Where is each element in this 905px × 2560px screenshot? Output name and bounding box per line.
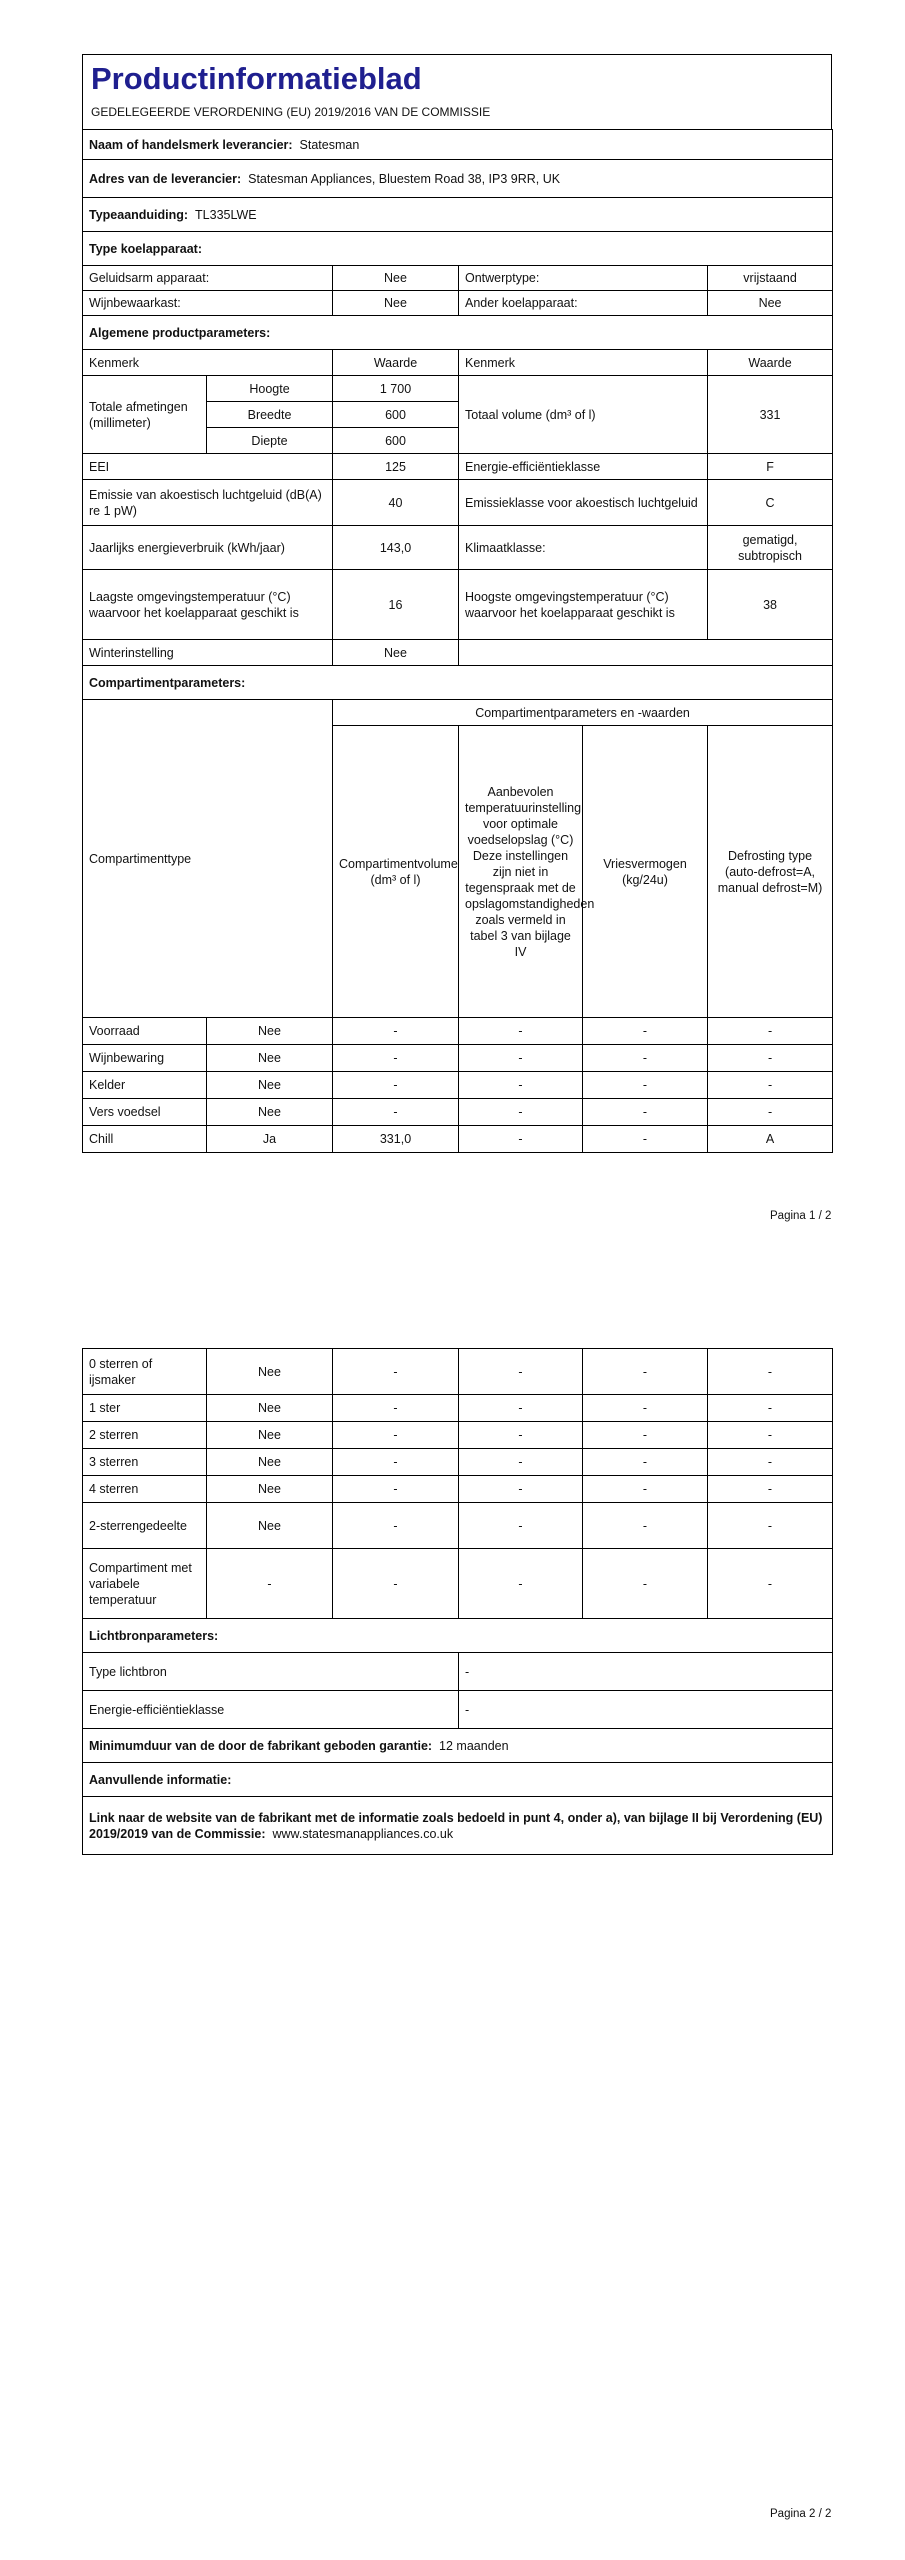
compartment-row: [83, 1395, 833, 1422]
type-value: vrijstaand: [708, 266, 833, 291]
compartment-volume: -: [333, 1099, 459, 1126]
dim-width-label: Breedte: [207, 402, 333, 428]
noise-class-value: C: [708, 480, 833, 526]
info-table-continued: [82, 1348, 833, 1855]
col-kenmerk: Kenmerk: [83, 350, 333, 376]
compartment-volume: -: [333, 1549, 459, 1619]
compartment-present: Nee: [207, 1099, 333, 1126]
page-number: Pagina 2 / 2: [770, 2508, 832, 2520]
compartment-defrost: -: [708, 1422, 833, 1449]
type-value: Nee: [708, 291, 833, 316]
compartment-present: Nee: [207, 1072, 333, 1099]
type-label: Type koelapparaat:: [83, 232, 833, 266]
model-row: [83, 198, 833, 232]
compartment-temp: -: [459, 1126, 583, 1153]
compartment-temp: -: [459, 1476, 583, 1503]
warranty-label: Minimumduur van de door de fabrikant geboden garantie:: [89, 1738, 433, 1753]
compartment-volume: -: [333, 1018, 459, 1045]
col-kenmerk: Kenmerk: [459, 350, 708, 376]
compartment-present: Nee: [207, 1449, 333, 1476]
compartment-temp: -: [459, 1018, 583, 1045]
compartment-temp: -: [459, 1503, 583, 1549]
compartment-name: Kelder: [83, 1072, 207, 1099]
max-temp-value: 38: [708, 570, 833, 640]
type-key: Geluidsarm apparaat:: [83, 266, 333, 291]
compartment-type-header: Compartimenttype: [83, 700, 333, 1018]
compartment-row: [83, 1045, 833, 1072]
energy-class-value: F: [708, 454, 833, 480]
noise-class-label: Emissieklasse voor akoestisch luchtgeluid: [459, 480, 708, 526]
compartment-present: Nee: [207, 1395, 333, 1422]
compartment-freeze: -: [583, 1549, 708, 1619]
compartment-defrost: -: [708, 1476, 833, 1503]
page-2: [82, 1348, 832, 1855]
col-waarde: Waarde: [708, 350, 833, 376]
compartment-freeze: -: [583, 1099, 708, 1126]
compartment-volume: -: [333, 1395, 459, 1422]
energy-class-label: Energie-efficiëntieklasse: [459, 454, 708, 480]
compartment-defrost: -: [708, 1099, 833, 1126]
page-subtitle: GEDELEGEERDE VERORDENING (EU) 2019/2016 VAN DE COMMISSIE: [91, 105, 491, 119]
light-type-label: Type lichtbron: [83, 1653, 459, 1691]
compartment-freeze: -: [583, 1072, 708, 1099]
col-defrost-header: Defrosting type (auto-defrost=A, manual defrost=M): [708, 726, 833, 1018]
info-table: [82, 129, 833, 1153]
compartment-defrost: -: [708, 1449, 833, 1476]
general-header-row: [83, 350, 833, 376]
compartment-row: [83, 1099, 833, 1126]
light-class-label: Energie-efficiëntieklasse: [83, 1691, 459, 1729]
compartment-row: [83, 1072, 833, 1099]
compartment-group-header: Compartimentparameters en -waarden: [333, 700, 833, 726]
address-row: [83, 160, 833, 198]
dims-label: Totale afmetingen (millimeter): [83, 376, 207, 454]
eei-value: 125: [333, 454, 459, 480]
compartment-freeze: -: [583, 1018, 708, 1045]
compartment-name: 1 ster: [83, 1395, 207, 1422]
noise-value: 40: [333, 480, 459, 526]
compartment-volume: -: [333, 1449, 459, 1476]
compartment-name: Vers voedsel: [83, 1099, 207, 1126]
compartment-volume: -: [333, 1503, 459, 1549]
compartment-name: 3 sterren: [83, 1449, 207, 1476]
compartment-defrost: -: [708, 1072, 833, 1099]
compartment-volume: -: [333, 1045, 459, 1072]
compartment-defrost: A: [708, 1126, 833, 1153]
dim-depth-label: Diepte: [207, 428, 333, 454]
compartment-defrost: -: [708, 1018, 833, 1045]
min-temp-value: 16: [333, 570, 459, 640]
compartment-row: [83, 1449, 833, 1476]
col-waarde: Waarde: [333, 350, 459, 376]
compartment-present: Nee: [207, 1349, 333, 1395]
min-temp-label: Laagste omgevingstemperatuur (°C) waarvoor het koelapparaat geschikt is: [83, 570, 333, 640]
compartment-present: Nee: [207, 1018, 333, 1045]
compartment-defrost: -: [708, 1503, 833, 1549]
light-section-label: Lichtbronparameters:: [83, 1619, 833, 1653]
dim-depth-value: 600: [333, 428, 459, 454]
compartment-row: [83, 1422, 833, 1449]
light-class-value: -: [459, 1691, 833, 1729]
col-volume-header: Compartimentvolume (dm³ of l): [333, 726, 459, 1018]
compartment-freeze: -: [583, 1126, 708, 1153]
compartment-present: -: [207, 1549, 333, 1619]
col-temp-header: Aanbevolen temperatuurinstelling voor optimale voedselopslag (°C) Deze instellingen zijn niet in tegenspraak met de opslagomstandigheden zoals vermeld in tabel 3 van bijlage IV: [459, 726, 583, 1018]
compartment-defrost: -: [708, 1549, 833, 1619]
brand-label: Naam of handelsmerk leverancier:: [89, 137, 293, 152]
compartment-defrost: -: [708, 1349, 833, 1395]
noise-label: Emissie van akoestisch luchtgeluid (dB(A) re 1 pW): [83, 480, 333, 526]
dim-width-value: 600: [333, 402, 459, 428]
compartment-temp: -: [459, 1422, 583, 1449]
compartment-volume: 331,0: [333, 1126, 459, 1153]
page-1: [82, 54, 832, 1153]
compartment-freeze: -: [583, 1422, 708, 1449]
compartment-temp: -: [459, 1549, 583, 1619]
compartment-freeze: -: [583, 1503, 708, 1549]
compartment-volume: -: [333, 1349, 459, 1395]
compartment-name: 2-sterrengedeelte: [83, 1503, 207, 1549]
compartment-temp: -: [459, 1099, 583, 1126]
compartment-row: [83, 1349, 833, 1395]
website-link[interactable]: www.statesmanappliances.co.uk: [272, 1826, 454, 1841]
brand-row: [83, 130, 833, 160]
volume-value: 331: [708, 376, 833, 454]
compartment-present: Nee: [207, 1503, 333, 1549]
light-type-value: -: [459, 1653, 833, 1691]
compartment-defrost: -: [708, 1045, 833, 1072]
compartment-freeze: -: [583, 1395, 708, 1422]
volume-label: Totaal volume (dm³ of l): [459, 376, 708, 454]
compartment-temp: -: [459, 1072, 583, 1099]
compartment-temp: -: [459, 1045, 583, 1072]
website-label: Link naar de website van de fabrikant met de informatie zoals bedoeld in punt 4, onder a), van bijlage II bij Verordening (EU) 2019/2019 van de Commissie:: [89, 1810, 823, 1841]
brand-value: Statesman: [299, 137, 360, 152]
compartment-row: [83, 1549, 833, 1619]
compartment-temp: -: [459, 1449, 583, 1476]
compartment-present: Nee: [207, 1476, 333, 1503]
general-section-label: Algemene productparameters:: [83, 316, 833, 350]
compartment-defrost: -: [708, 1395, 833, 1422]
compartment-freeze: -: [583, 1045, 708, 1072]
compartment-present: Nee: [207, 1045, 333, 1072]
type-row: [83, 291, 833, 316]
type-value: Nee: [333, 291, 459, 316]
compartment-freeze: -: [583, 1449, 708, 1476]
website-row: [83, 1797, 833, 1855]
climate-label: Klimaatklasse:: [459, 526, 708, 570]
compartment-freeze: -: [583, 1476, 708, 1503]
type-key: Ander koelapparaat:: [459, 291, 708, 316]
compartments-section-label: Compartimentparameters:: [83, 666, 833, 700]
address-label: Adres van de leverancier:: [89, 171, 242, 186]
consumption-label: Jaarlijks energieverbruik (kWh/jaar): [83, 526, 333, 570]
type-value: Nee: [333, 266, 459, 291]
compartment-name: Chill: [83, 1126, 207, 1153]
compartment-row: [83, 1503, 833, 1549]
type-key: Wijnbewaarkast:: [83, 291, 333, 316]
eei-label: EEI: [83, 454, 333, 480]
compartment-volume: -: [333, 1072, 459, 1099]
warranty-row: [83, 1729, 833, 1763]
compartment-name: Compartiment met variabele temperatuur: [83, 1549, 207, 1619]
model-value: TL335LWE: [195, 207, 257, 222]
warranty-value: 12 maanden: [439, 1738, 509, 1753]
compartment-name: 4 sterren: [83, 1476, 207, 1503]
col-freeze-header: Vriesvermogen (kg/24u): [583, 726, 708, 1018]
max-temp-label: Hoogste omgevingstemperatuur (°C) waarvoor het koelapparaat geschikt is: [459, 570, 708, 640]
compartment-row: [83, 1126, 833, 1153]
compartment-temp: -: [459, 1395, 583, 1422]
compartment-volume: -: [333, 1422, 459, 1449]
climate-value: gematigd, subtropisch: [708, 526, 833, 570]
title-block: [82, 54, 832, 129]
compartment-name: Voorraad: [83, 1018, 207, 1045]
page-title: Productinformatieblad: [91, 61, 422, 96]
additional-label: Aanvullende informatie:: [83, 1763, 833, 1797]
model-label: Typeaanduiding:: [89, 207, 189, 222]
consumption-value: 143,0: [333, 526, 459, 570]
compartment-freeze: -: [583, 1349, 708, 1395]
dim-height-value: 1 700: [333, 376, 459, 402]
compartment-present: Ja: [207, 1126, 333, 1153]
compartment-row: [83, 1018, 833, 1045]
type-key: Ontwerptype:: [459, 266, 708, 291]
compartment-name: Wijnbewaring: [83, 1045, 207, 1072]
compartment-temp: -: [459, 1349, 583, 1395]
compartment-name: 0 sterren of ijsmaker: [83, 1349, 207, 1395]
type-row: [83, 266, 833, 291]
winter-label: Winterinstelling: [83, 640, 333, 666]
page-number: Pagina 1 / 2: [770, 1210, 832, 1222]
compartment-volume: -: [333, 1476, 459, 1503]
compartment-present: Nee: [207, 1422, 333, 1449]
compartment-row: [83, 1476, 833, 1503]
winter-value: Nee: [333, 640, 459, 666]
dim-height-label: Hoogte: [207, 376, 333, 402]
address-value: Statesman Appliances, Bluestem Road 38, IP3 9RR, UK: [248, 171, 561, 186]
compartment-name: 2 sterren: [83, 1422, 207, 1449]
